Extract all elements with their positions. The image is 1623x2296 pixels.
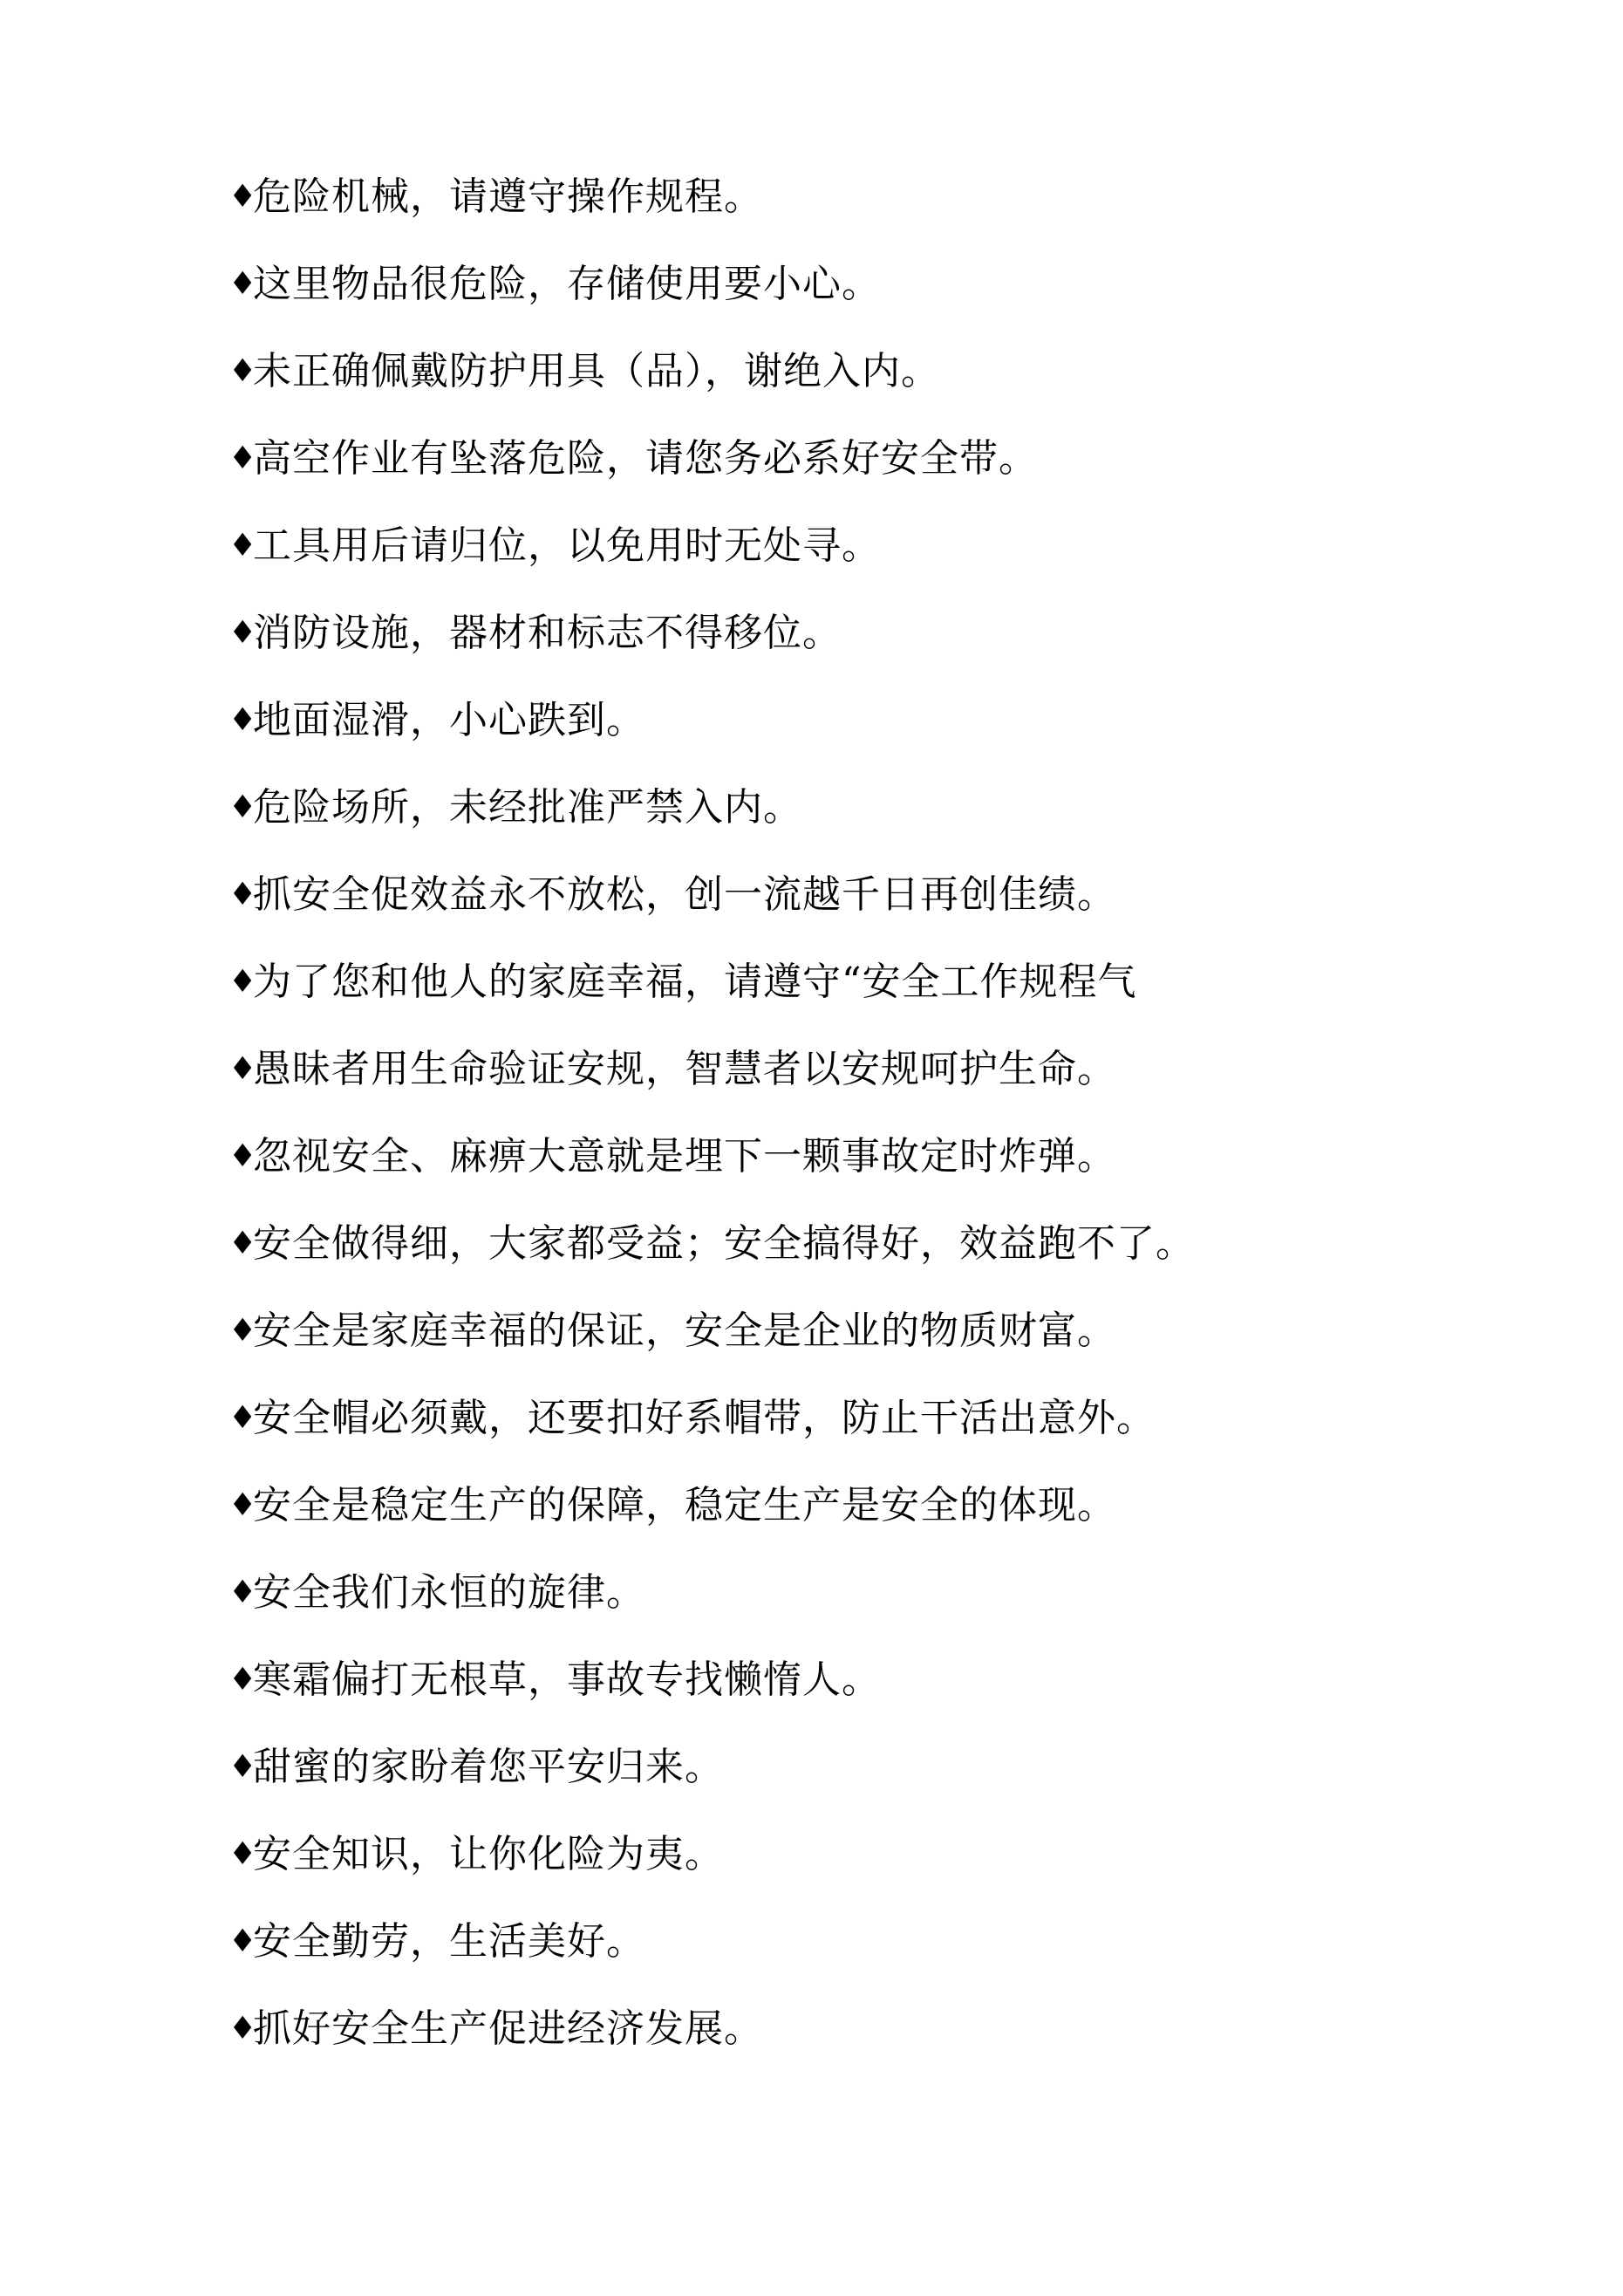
slogan-text: 工具用后请归位，以免用时无处寻。 bbox=[253, 523, 881, 568]
diamond-bullet-icon: ♦ bbox=[228, 266, 257, 302]
slogan-item bbox=[228, 1392, 1449, 1479]
diamond-bullet-icon: ♦ bbox=[228, 441, 257, 476]
slogan-text: 危险场所，未经批准严禁入内。 bbox=[253, 785, 802, 830]
slogan-item bbox=[228, 607, 1449, 694]
diamond-bullet-icon: ♦ bbox=[228, 789, 257, 825]
slogan-item bbox=[228, 1131, 1449, 1218]
slogan-text: 消防设施，器材和标志不得移位。 bbox=[253, 611, 842, 655]
diamond-bullet-icon: ♦ bbox=[228, 2011, 257, 2047]
slogan-item bbox=[228, 258, 1449, 345]
slogan-text: 安全是稳定生产的保障，稳定生产是安全的体现。 bbox=[253, 1483, 1116, 1527]
diamond-bullet-icon: ♦ bbox=[228, 1487, 257, 1523]
diamond-bullet-icon: ♦ bbox=[228, 1662, 257, 1698]
slogan-text: 安全知识，让你化险为夷。 bbox=[253, 1832, 724, 1876]
slogan-item bbox=[228, 1043, 1449, 1131]
slogan-item bbox=[228, 869, 1449, 956]
slogan-item bbox=[228, 345, 1449, 433]
slogan-item bbox=[228, 520, 1449, 607]
diamond-bullet-icon: ♦ bbox=[228, 615, 257, 651]
slogan-item bbox=[228, 1654, 1449, 1741]
diamond-bullet-icon: ♦ bbox=[228, 1051, 257, 1087]
slogan-text: 地面湿滑，小心跌到。 bbox=[253, 698, 645, 742]
slogan-item bbox=[228, 1741, 1449, 1828]
slogan-item bbox=[228, 1218, 1449, 1305]
diamond-bullet-icon: ♦ bbox=[228, 1138, 257, 1174]
slogan-item bbox=[228, 2003, 1449, 2090]
diamond-bullet-icon: ♦ bbox=[228, 1313, 257, 1349]
slogan-text: 忽视安全、麻痹大意就是埋下一颗事故定时炸弹。 bbox=[253, 1134, 1116, 1179]
slogan-item bbox=[228, 433, 1449, 520]
slogan-text: 愚昧者用生命验证安规，智慧者以安规呵护生命。 bbox=[253, 1047, 1116, 1091]
diamond-bullet-icon: ♦ bbox=[228, 1226, 257, 1261]
slogan-text: 危险机械，请遵守操作规程。 bbox=[253, 174, 763, 219]
slogan-item bbox=[228, 1916, 1449, 2003]
slogan-text: 高空作业有坠落危险，请您务必系好安全带。 bbox=[253, 436, 1038, 481]
slogan-item bbox=[228, 1479, 1449, 1567]
slogan-text: 安全勤劳，生活美好。 bbox=[253, 1919, 645, 1964]
diamond-bullet-icon: ♦ bbox=[228, 877, 257, 912]
diamond-bullet-icon: ♦ bbox=[228, 1400, 257, 1436]
slogan-text: 安全做得细，大家都受益；安全搞得好，效益跑不了。 bbox=[253, 1221, 1195, 1266]
diamond-bullet-icon: ♦ bbox=[228, 1924, 257, 1959]
slogan-text: 抓好安全生产促进经济发展。 bbox=[253, 2006, 763, 2051]
slogan-item bbox=[228, 1305, 1449, 1392]
slogan-text: 寒霜偏打无根草，事故专找懒惰人。 bbox=[253, 1657, 881, 1702]
slogan-text: 抓安全促效益永不放松，创一流越千日再创佳绩。 bbox=[253, 872, 1116, 917]
diamond-bullet-icon: ♦ bbox=[228, 702, 257, 738]
slogan-item bbox=[228, 956, 1449, 1043]
slogan-text: 安全是家庭幸福的保证，安全是企业的物质财富。 bbox=[253, 1309, 1116, 1353]
diamond-bullet-icon: ♦ bbox=[228, 1749, 257, 1785]
slogan-text: 安全我们永恒的旋律。 bbox=[253, 1570, 645, 1615]
slogan-text: 这里物品很危险，存储使用要小心。 bbox=[253, 262, 881, 306]
slogan-text: 为了您和他人的家庭幸福，请遵守“安全工作规程气 bbox=[253, 960, 1137, 1004]
slogan-item bbox=[228, 1567, 1449, 1654]
diamond-bullet-icon: ♦ bbox=[228, 528, 257, 564]
slogan-item bbox=[228, 1828, 1449, 1916]
slogan-text: 未正确佩戴防护用具（品），谢绝入内。 bbox=[253, 349, 940, 393]
slogan-text: 甜蜜的家盼着您平安归来。 bbox=[253, 1745, 724, 1789]
diamond-bullet-icon: ♦ bbox=[228, 1836, 257, 1872]
diamond-bullet-icon: ♦ bbox=[228, 353, 257, 389]
slogan-item bbox=[228, 782, 1449, 869]
diamond-bullet-icon: ♦ bbox=[228, 964, 257, 1000]
slogan-list bbox=[228, 171, 1449, 2090]
slogan-item bbox=[228, 694, 1449, 782]
diamond-bullet-icon: ♦ bbox=[228, 1575, 257, 1610]
diamond-bullet-icon: ♦ bbox=[228, 179, 257, 215]
slogan-item bbox=[228, 171, 1449, 258]
slogan-text: 安全帽必须戴，还要扣好系帽带，防止干活出意外。 bbox=[253, 1396, 1156, 1440]
